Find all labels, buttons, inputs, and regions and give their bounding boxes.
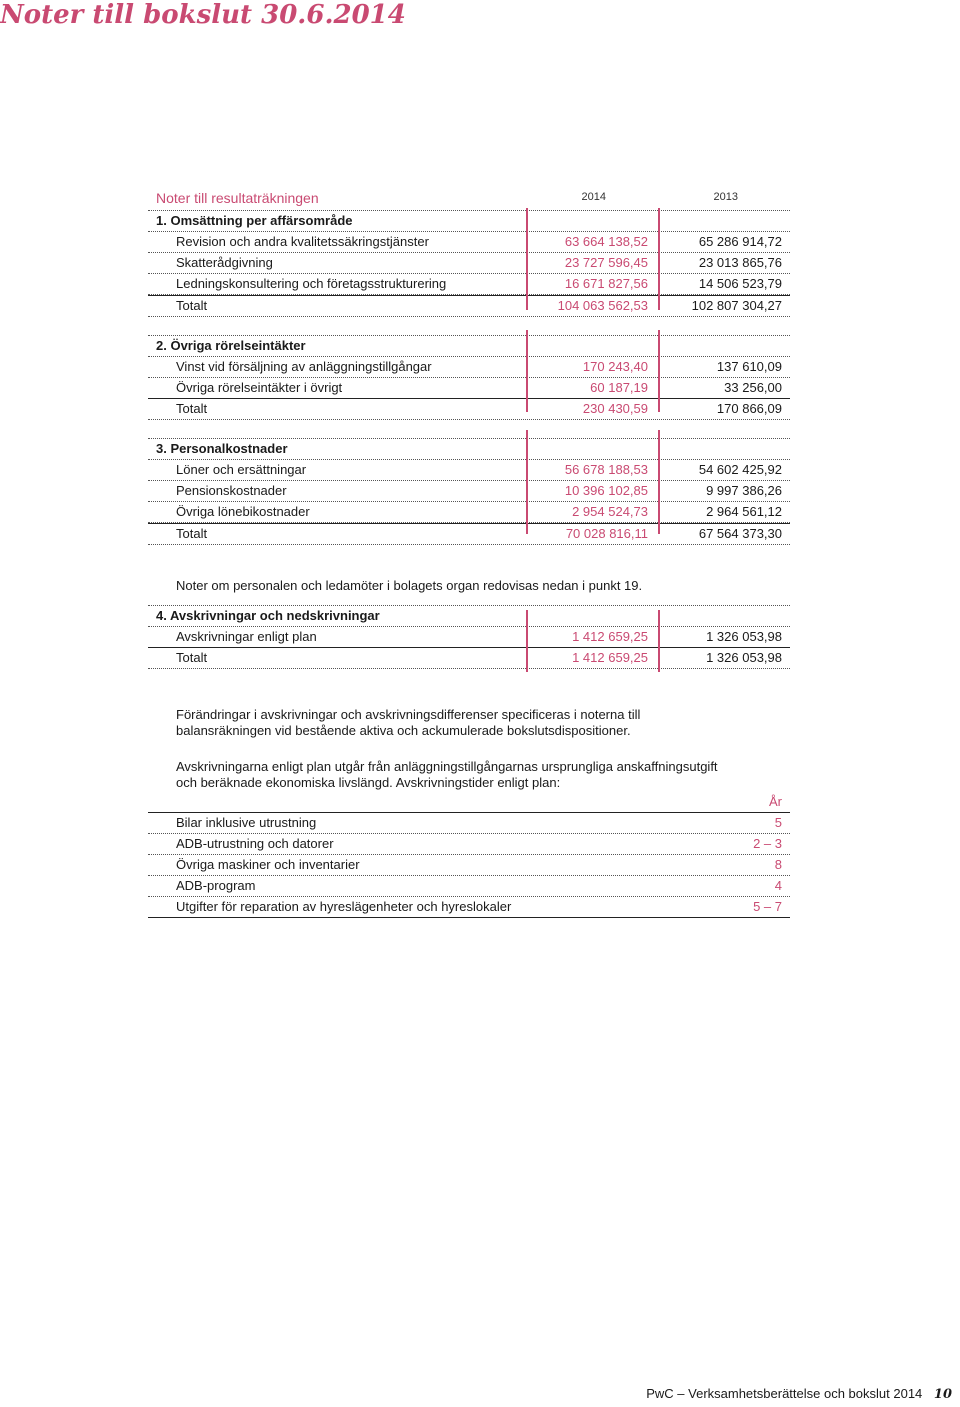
year-2013-header: 2013 xyxy=(713,191,738,203)
table-row xyxy=(148,460,790,481)
value-2013: 102 807 304,27 xyxy=(691,298,782,313)
row-label: Vinst vid försäljning av anläggningstillgångar xyxy=(176,359,432,374)
duration-label: Utgifter för reparation av hyreslägenheter och hyreslokaler xyxy=(176,899,512,914)
personnel-note: Noter om personalen och ledamöter i bolagets organ redovisas nedan i punkt 19. xyxy=(176,578,643,593)
value-2013: 170 866,09 xyxy=(716,401,782,416)
value-2013: 137 610,09 xyxy=(716,359,782,374)
durations-header xyxy=(148,792,790,813)
value-2014: 23 727 596,45 xyxy=(564,255,648,270)
value-2014: 230 430,59 xyxy=(582,401,648,416)
row-label: Totalt xyxy=(176,401,208,416)
column-divider xyxy=(526,430,528,534)
table-row xyxy=(148,378,790,399)
value-2013: 2 964 561,12 xyxy=(706,504,782,519)
value-2014: 1 412 659,25 xyxy=(572,650,648,665)
year-2014-header: 2014 xyxy=(581,191,606,203)
table-row xyxy=(148,253,790,274)
section-gap xyxy=(148,317,790,336)
row-label: Övriga rörelseintäkter i övrigt xyxy=(176,380,343,395)
row-label: Övriga lönebikostnader xyxy=(176,504,310,519)
column-divider xyxy=(658,610,660,672)
list-item xyxy=(148,834,790,855)
table-row xyxy=(148,232,790,253)
page-number: 10 xyxy=(933,1387,952,1402)
column-divider xyxy=(658,208,660,310)
value-2014: 2 954 524,73 xyxy=(572,504,648,519)
table-row xyxy=(148,481,790,502)
row-label: Totalt xyxy=(176,298,208,313)
note-3-title-row xyxy=(148,439,790,460)
depreciation-paragraph-2: Avskrivningarna enligt plan utgår från anläggningstillgångarnas ursprungliga anskaffningsutgift och beräknade ekonomiska livslängd. Avskrivningstider enligt plan: xyxy=(176,759,718,790)
total-row xyxy=(148,399,790,420)
duration-value: 5 xyxy=(774,815,782,830)
row-label: Ledningskonsultering och företagsstrukturering xyxy=(176,276,447,291)
depreciation-paragraph-1: Förändringar i avskrivningar och avskrivningsdifferenser specificeras i noterna till balansräkningen vid bestående aktiva och ackumulerade bokslutsdispositioner. xyxy=(176,707,641,738)
value-2014: 170 243,40 xyxy=(582,359,648,374)
row-label: Pensionskostnader xyxy=(176,483,287,498)
duration-label: ADB-program xyxy=(176,878,256,893)
duration-value: 2 – 3 xyxy=(753,836,782,851)
column-divider xyxy=(526,610,528,672)
value-2013: 14 506 523,79 xyxy=(698,276,782,291)
row-label: Revision och andra kvalitetssäkringstjänster xyxy=(176,234,429,249)
value-2013: 65 286 914,72 xyxy=(698,234,782,249)
footer-text: PwC – Verksamhetsberättelse och bokslut 2014 xyxy=(646,1386,923,1401)
income-statement-notes xyxy=(148,186,790,669)
list-item xyxy=(148,855,790,876)
page-title: Noter till bokslut 30.6.2014 xyxy=(0,0,406,30)
row-label: Avskrivningar enligt plan xyxy=(176,629,317,644)
row-label: Skatterådgivning xyxy=(176,255,273,270)
list-item xyxy=(148,876,790,897)
value-2013: 54 602 425,92 xyxy=(698,462,782,477)
value-2013: 9 997 386,26 xyxy=(706,483,782,498)
note-2-title: 2. Övriga rörelseintäkter xyxy=(156,338,306,353)
depreciation-times-table xyxy=(148,792,790,918)
note-2-title-row xyxy=(148,336,790,357)
duration-label: ADB-utrustning och datorer xyxy=(176,836,334,851)
note-4-title: 4. Avskrivningar och nedskrivningar xyxy=(156,608,380,623)
value-2014: 63 664 138,52 xyxy=(564,234,648,249)
list-item xyxy=(148,813,790,834)
personnel-note-row xyxy=(148,573,790,603)
note-1-title-row xyxy=(148,211,790,232)
duration-label: Bilar inklusive utrustning xyxy=(176,815,317,830)
column-divider xyxy=(526,330,528,412)
table-row xyxy=(148,502,790,523)
row-label: Totalt xyxy=(176,650,208,665)
note-4-title-row xyxy=(148,606,790,627)
value-2014: 70 028 816,11 xyxy=(565,526,648,541)
value-2014: 104 063 562,53 xyxy=(557,298,648,313)
value-2013: 1 326 053,98 xyxy=(706,650,782,665)
value-2014: 10 396 102,85 xyxy=(564,483,648,498)
column-divider xyxy=(658,430,660,534)
column-divider xyxy=(526,208,528,310)
value-2013: 33 256,00 xyxy=(724,380,782,395)
total-row xyxy=(148,523,790,545)
duration-value: 4 xyxy=(774,878,782,893)
column-divider xyxy=(658,330,660,412)
note-1-title: 1. Omsättning per affärsområde xyxy=(156,213,353,228)
row-label: Löner och ersättningar xyxy=(176,462,307,477)
duration-label: Övriga maskiner och inventarier xyxy=(176,857,360,872)
value-2013: 23 013 865,76 xyxy=(698,255,782,270)
value-2014: 1 412 659,25 xyxy=(572,629,648,644)
value-2014: 16 671 827,56 xyxy=(564,276,648,291)
duration-value: 5 – 7 xyxy=(753,899,782,914)
note-3-title: 3. Personalkostnader xyxy=(156,441,288,456)
table-row xyxy=(148,357,790,378)
value-2013: 67 564 373,30 xyxy=(698,526,782,541)
list-item xyxy=(148,897,790,918)
page-footer xyxy=(646,1386,952,1403)
notes-header-label: Noter till resultaträkningen xyxy=(156,190,319,206)
total-row xyxy=(148,295,790,317)
value-2013: 1 326 053,98 xyxy=(706,629,782,644)
value-2014: 60 187,19 xyxy=(590,380,648,395)
table-row xyxy=(148,274,790,295)
section-gap xyxy=(148,420,790,439)
unit-label: År xyxy=(769,794,782,809)
table-row xyxy=(148,627,790,648)
duration-value: 8 xyxy=(774,857,782,872)
row-label: Totalt xyxy=(176,526,208,541)
value-2014: 56 678 188,53 xyxy=(564,462,648,477)
total-row xyxy=(148,648,790,669)
notes-header xyxy=(148,186,790,211)
